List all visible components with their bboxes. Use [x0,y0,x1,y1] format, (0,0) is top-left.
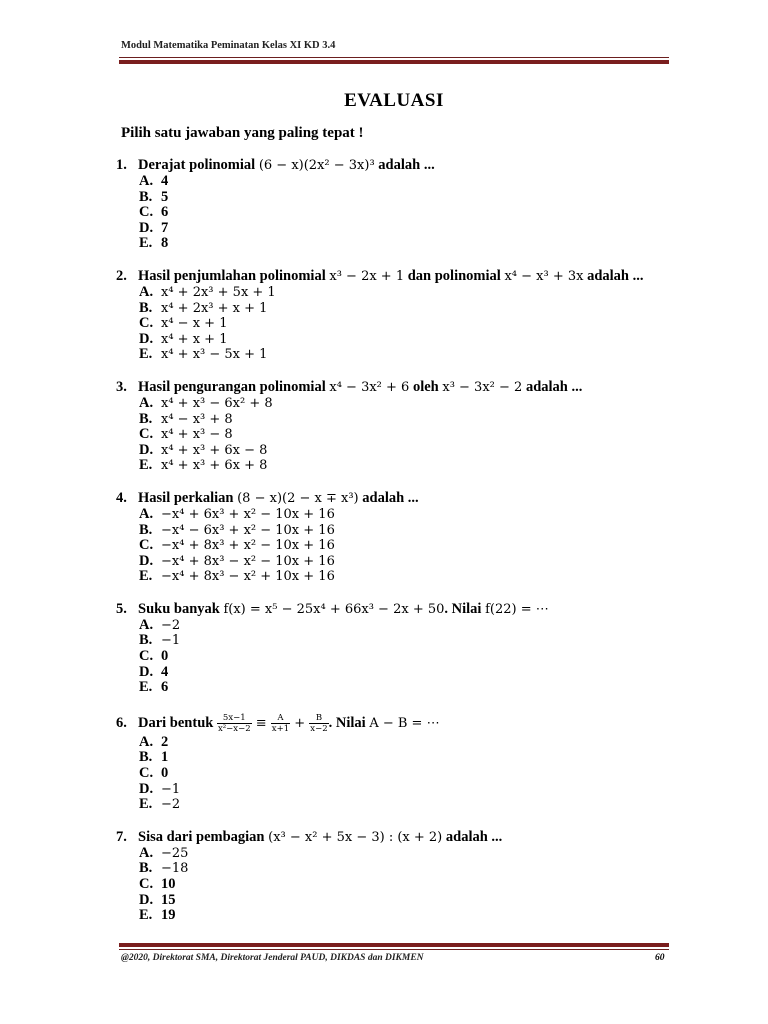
question-number: 1. [116,157,127,173]
option-e: E. x⁴ + x³ + 6x + 8 [139,457,268,474]
question-number: 3. [116,378,127,395]
question-number: 5. [116,600,127,617]
question-1 [116,157,676,252]
fraction-2: $\frac{A}{x+1}$ [271,713,290,735]
page-number: 60 [655,953,665,963]
option-e: E. −2 [139,796,181,813]
option-b: B. x⁴ − x³ + 8 [139,410,233,427]
option-e: E. −x⁴ + 8x³ − x² + 10x + 16 [139,568,335,585]
option-d: D. 15 [139,891,176,908]
option-c: C. 0 [139,765,169,782]
running-header: Modul Matematika Peminatan Kelas XI KD 3.4 [121,40,336,51]
option-d: D. x⁴ + x³ + 6x − 8 [139,441,268,458]
option-d: D. 7 [139,219,169,236]
option-a: A. 2 [139,733,169,750]
question-4 [116,490,676,585]
option-c: C. 6 [139,204,169,221]
question-text: Suku banyak f(x) = x⁵ − 25x⁴ + 66x³ − 2x + 50. Nilai f(22) = ⋯ [138,600,549,617]
option-a: A. −25 [139,844,189,861]
question-5 [116,601,676,696]
question-number: 2. [116,267,127,284]
option-e: E. 6 [139,679,169,696]
question-list [116,157,676,940]
question-text: Hasil pengurangan polinomial x⁴ − 3x² + 6 oleh x³ − 3x² − 2 adalah ... [138,378,583,395]
option-e: E. 8 [139,235,169,252]
page-title: EVALUASI [344,90,444,111]
header-rule-thick [119,60,669,64]
footer-credit: @2020, Direktorat SMA, Direktorat Jenderal PAUD, DIKDAS dan DIKMEN [121,953,424,963]
header-rule-thin [119,57,669,58]
option-a: A. −x⁴ + 6x³ + x² − 10x + 16 [139,505,335,522]
option-b: B. 5 [139,188,169,205]
option-a: A. 4 [139,173,169,189]
question-number: 4. [116,489,127,506]
option-b: B. x⁴ + 2x³ + x + 1 [139,299,268,316]
fraction-3: $\frac{B}{x-2}$ [310,713,328,735]
question-7 [116,829,676,924]
option-d: D. 4 [139,663,169,680]
option-c: C. 10 [139,876,176,892]
option-d: D. −x⁴ + 8x³ − x² − 10x + 16 [139,552,335,569]
question-3 [116,379,676,474]
option-e: E. x⁴ + x³ − 5x + 1 [139,346,268,363]
option-a: A. x⁴ + x³ − 6x² + 8 [139,394,273,411]
option-d: D. x⁴ + x + 1 [139,330,228,347]
question-text: Derajat polinomial (6 − x)(2x² − 3x)³ adalah ... [138,157,435,173]
footer-rule-thick [119,943,669,947]
question-6 [116,712,676,813]
option-c: C. x⁴ + x³ − 8 [139,426,233,443]
fraction-1: $\frac{5x-1}{\text{x²−x−2}}$ [217,713,251,735]
instruction-text: Pilih satu jawaban yang paling tepat ! [121,125,364,141]
option-a: A. x⁴ + 2x³ + 5x + 1 [139,283,276,300]
question-text: Sisa dari pembagian (x³ − x² + 5x − 3) : (x + 2) adalah ... [138,828,503,845]
question-text: Dari bentuk $\frac{5x-1}{\text{x²−x−2}}$ ≡ $\frac{A}{x+1}$ + $\frac{B}{x-2}$ . Nilai A − B = ⋯ [138,713,440,735]
option-a: A. −2 [139,616,181,633]
option-d: D. −1 [139,780,181,797]
question-2 [116,268,676,363]
question-number: 6. [116,714,127,731]
option-c: C. x⁴ − x + 1 [139,315,228,332]
option-b: B. −18 [139,860,189,877]
option-b: B. 1 [139,749,169,766]
question-number: 7. [116,828,127,845]
footer-rule-thin [119,949,669,950]
option-b: B. −x⁴ − 6x³ + x² − 10x + 16 [139,521,335,538]
option-c: C. 0 [139,648,169,665]
option-c: C. −x⁴ + 8x³ + x² − 10x + 16 [139,537,335,554]
option-b: B. −1 [139,632,181,649]
option-e: E. 19 [139,907,176,924]
question-text: Hasil perkalian (8 − x)(2 − x ∓ x³) adalah ... [138,489,419,506]
question-text: Hasil penjumlahan polinomial x³ − 2x + 1 dan polinomial x⁴ − x³ + 3x adalah ... [138,267,644,284]
